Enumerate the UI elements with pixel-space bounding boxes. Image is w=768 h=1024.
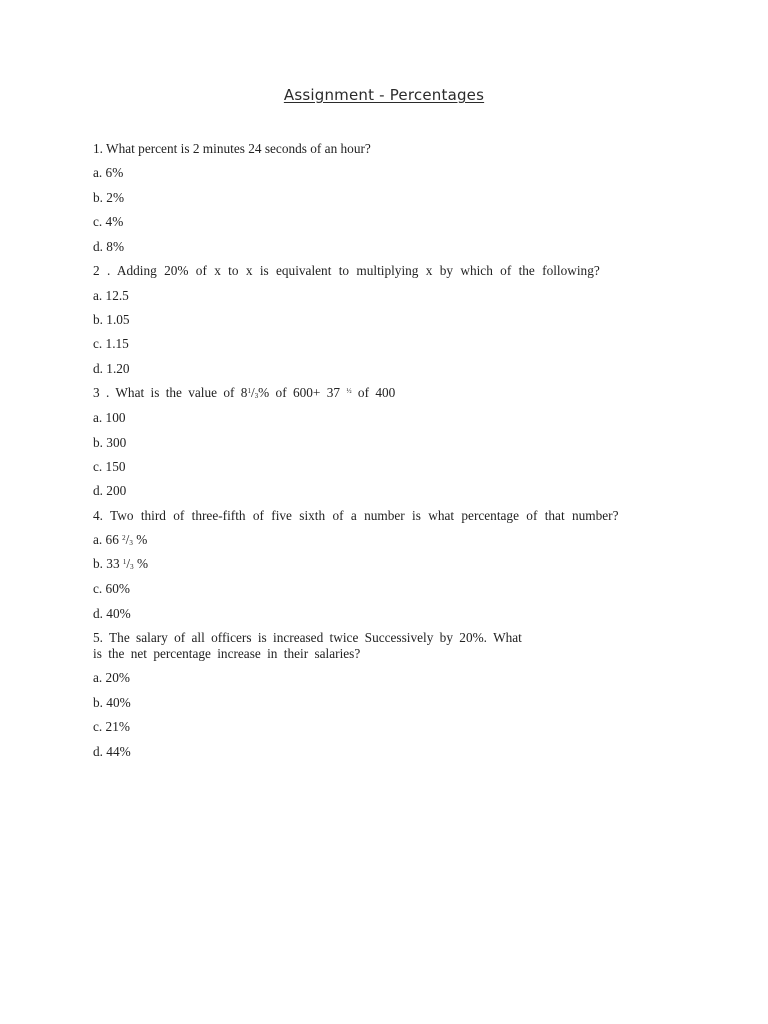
question-4-option-d: d. 40%	[93, 606, 131, 621]
question-1-option-d: d. 8%	[93, 239, 125, 254]
question-4-option-b-slash: /	[126, 556, 131, 571]
question-1-option-b: b. 2%	[93, 190, 125, 205]
question-3-fraction-denominator: 3	[254, 392, 259, 400]
question-4-option-a-numerator: 2	[122, 534, 126, 542]
question-3-text-middle: % of 600+ 37	[258, 385, 347, 400]
question-1-option-a: a. 6%	[93, 165, 124, 180]
question-4-option-c: c. 60%	[93, 581, 130, 596]
question-3-half-fraction: ½	[346, 387, 352, 395]
question-2-option-a: a. 12.5	[93, 288, 129, 303]
page-title: Assignment - Percentages	[283, 86, 485, 104]
question-4-option-b-numerator: 1	[122, 558, 127, 566]
question-2-text: 2 . Adding 20% of x to x is equivalent to multiplying x by which of the following?	[93, 263, 600, 278]
question-2-option-c: c. 1.15	[93, 336, 129, 351]
question-3-option-a: a. 100	[93, 410, 126, 425]
question-3-text	[93, 386, 395, 400]
question-4-option-a	[93, 533, 147, 547]
question-5-option-d: d. 44%	[93, 744, 131, 759]
question-2-option-d: d. 1.20	[93, 361, 130, 376]
question-4-text: 4. Two third of three-fifth of five sixth of a number is what percentage of that number?	[93, 508, 619, 523]
question-3-text-after: of 400	[351, 385, 396, 400]
question-3-fraction-slash: /	[250, 385, 255, 400]
question-5-option-a: a. 20%	[93, 670, 130, 685]
question-3-fraction-numerator: 1	[247, 387, 251, 395]
question-4-option-b-before: b. 33	[93, 556, 123, 571]
question-2-option-b: b. 1.05	[93, 312, 130, 327]
question-4-option-b	[93, 557, 148, 571]
question-5-option-b: b. 40%	[93, 695, 131, 710]
question-4-option-a-denominator: 3	[129, 539, 133, 547]
question-1-option-c: c. 4%	[93, 214, 124, 229]
question-4-option-a-slash: /	[125, 532, 130, 547]
question-4-option-b-after: %	[133, 556, 149, 571]
question-5-text-line-2: is the net percentage increase in their salaries?	[93, 646, 361, 661]
question-3-option-d: d. 200	[93, 483, 127, 498]
question-3-option-c: c. 150	[93, 459, 126, 474]
question-3-option-b: b. 300	[93, 435, 127, 450]
question-4-option-b-denominator: 3	[130, 563, 134, 571]
question-3-text-before: 3 . What is the value of 8	[93, 385, 248, 400]
question-5-option-c: c. 21%	[93, 719, 130, 734]
question-1-text: 1. What percent is 2 minutes 24 seconds of an hour?	[93, 141, 371, 156]
question-4-option-a-before: a. 66	[93, 532, 123, 547]
question-5-text-line-1: 5. The salary of all officers is increased twice Successively by 20%. What	[93, 630, 522, 645]
question-4-option-a-after: %	[132, 532, 148, 547]
